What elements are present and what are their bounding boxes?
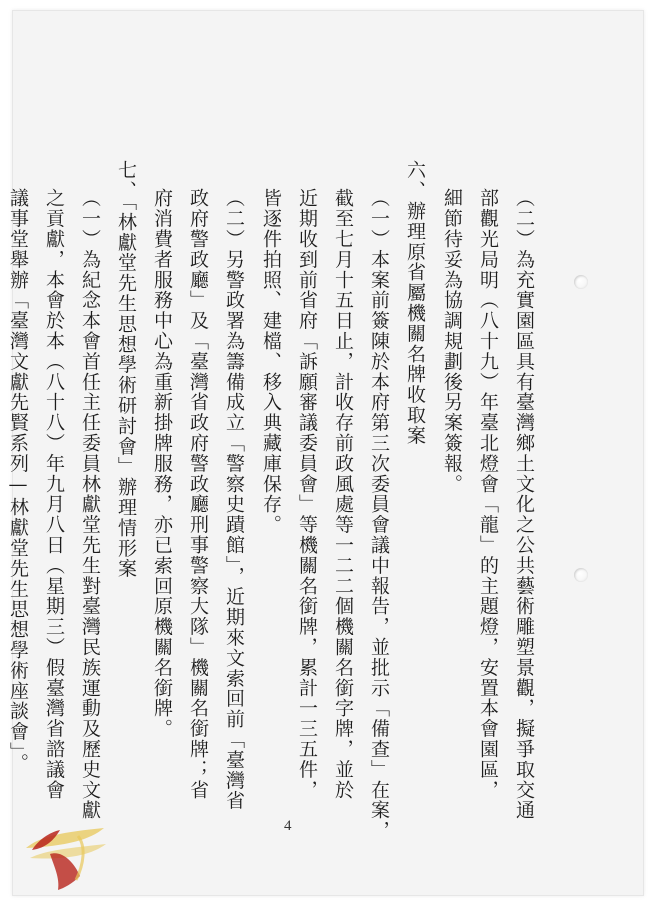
text-column: 近期收到前省府「訴願審議委員會」等機關名銜牌，累計一三五件， [296, 188, 318, 800]
section-heading: 六、辦理原省屬機關名牌收取案 [404, 160, 426, 446]
page-number: 4 [284, 818, 292, 834]
text-column: 皆逐件拍照、建檔、移入典藏庫保存。 [260, 188, 282, 535]
text-column: 部觀光局明（八十九）年臺北燈會「龍」的主題燈，安置本會園區， [477, 188, 499, 800]
text-column: 之貢獻，本會於本（八十八）年九月八日（星期三）假臺灣省諮議會 [43, 188, 65, 800]
punch-hole-bottom [574, 568, 588, 582]
text-column: 議事堂舉辦「臺灣文獻先賢系列—林獻堂先生思想學術座談會」。 [7, 188, 29, 774]
text-column: （二）為充實園區具有臺灣鄉土文化之公共藝術雕塑景觀，擬爭取交通 [513, 188, 535, 821]
text-column: 府消費者服務中心為重新掛牌服務，亦已索回原機關名銜牌。 [151, 188, 173, 739]
text-column: （一）為紀念本會首任主任委員林獻堂先生對臺灣民族運動及歷史文獻 [79, 188, 101, 821]
text-column: 細節待妥為協調規劃後另案簽報。 [441, 188, 463, 494]
document-page [12, 10, 644, 896]
text-column: 政府警政廳」及「臺灣省政府警政廳刑事警察大隊」機關名銜牌；省 [187, 188, 209, 800]
watermark-logo-icon [20, 810, 112, 892]
text-column: （一）本案前簽陳於本府第三次委員會議中報告，並批示「備查」在案， [368, 188, 390, 841]
punch-hole-top [574, 275, 588, 289]
section-heading: 七、「林獻堂先生思想學術研討會」辦理情形案 [115, 160, 137, 579]
text-column: 截至七月十五日止，計收存前政風處等一二二個機關名銜字牌，並於 [332, 188, 354, 800]
text-column: （二）另警政署為籌備成立「警察史蹟館」，近期來文索回前「臺灣省 [223, 188, 245, 811]
